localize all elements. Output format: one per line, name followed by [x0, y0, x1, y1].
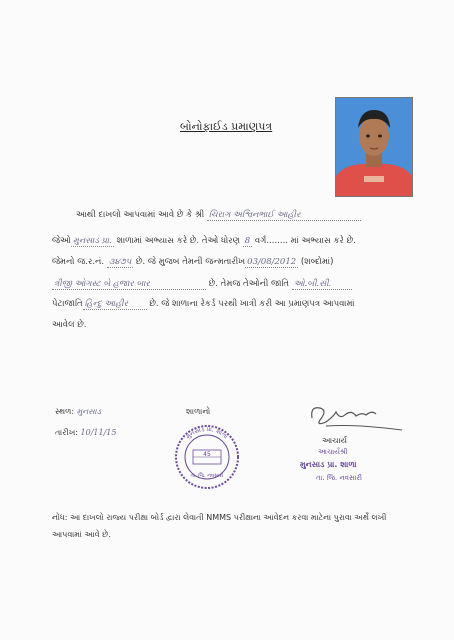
student-photo-image [336, 98, 412, 196]
school-stamp [173, 423, 241, 491]
principal-school: મુનસાડ પ્રા. શાળા [300, 460, 357, 469]
stamp-seal-icon [173, 423, 241, 491]
svg-text:મુનસાડ પ્રા. શાળા [185, 426, 230, 441]
date-row [55, 428, 116, 438]
standard-value: 8 [244, 236, 251, 246]
stamp-school-name: મુનસાડ પ્રા. શાળા [184, 425, 230, 441]
principal-district: તા. જિ. નવસારી [316, 474, 363, 482]
signature-icon [306, 400, 406, 434]
certificate-line-2 [52, 236, 417, 246]
stamp-subtext: તા. જિ. નવસારી [190, 473, 224, 479]
principal-signature [306, 400, 406, 434]
note-line-1: નોંધ: આ દાખલો રાજ્ય પરીક્ષા બોર્ડ દ્વારા લેવાતી NMMS પરીક્ષાના આવેદન કરવા માટેના પુરાવા અર્થે લખી [52, 513, 387, 522]
certificate-line-3 [52, 257, 417, 267]
student-name: ચિરાગ અશ્વિનભાઈ આહીર [207, 210, 361, 221]
note-line-2: આપવામાં આવે છે. [52, 530, 111, 539]
line3-mid: છે. જે મુજબ તેમની જન્મતારીખ [135, 257, 246, 267]
line2-post: વર્ગ........ માં અભ્યાસ કરે છે. [254, 236, 356, 246]
line2-pre: જેઓ [52, 236, 71, 246]
certificate-line-5 [52, 299, 417, 310]
certificate-line-4 [52, 279, 417, 290]
place-row [55, 407, 101, 417]
line3-post: (શબ્દોમાં) [300, 257, 334, 267]
principal-label: આચાર્ય [322, 436, 348, 445]
principal-title: આચાર્યશ્રી [318, 448, 348, 456]
line2-mid: શાળામાં અભ્યાસ કરે છે. તેઓ ધોરણ [116, 236, 241, 246]
certificate-line-1 [76, 210, 441, 221]
stamp-date: 45 [203, 451, 211, 458]
date-label: તારીખ: [55, 428, 78, 437]
place-value: મુનસાડ [76, 407, 102, 416]
line5-post: છે. જે શાળાના રેકર્ડ પરથી ખાત્રી કરી આ પ્રમાણપત્ર આપવામાં [149, 299, 355, 309]
student-photo [335, 97, 413, 197]
school-name: મુનસાડ પ્રા. [72, 236, 112, 246]
certificate-line-6: આવેલ છે. [52, 320, 87, 330]
line3-pre: જેમનો જ.ર.નં. [52, 257, 105, 267]
birth-date: 03/08/2012 [247, 257, 297, 267]
subcaste-value: હિન્દુ આહીર [83, 299, 147, 310]
date-value: 10/11/15 [80, 428, 117, 437]
birth-date-words: ત્રીજી ઓગસ્ટ બે હજાર બાર [52, 279, 206, 290]
line5-pre: પેટાજાતિ [52, 299, 83, 309]
line4-mid: છે. તેમજ તેઓની જાતિ [208, 279, 290, 289]
register-number: ૩૪૭૫ [108, 257, 132, 267]
caste-value: ઓ.બી.સી. [292, 279, 352, 290]
line1-text: આથી દાખલો આપવામાં આવે છે કે શ્રી [76, 210, 205, 220]
stamp-label: શાળાનો [186, 407, 211, 416]
place-label: સ્થળ: [55, 407, 75, 416]
certificate-title: બોનોફાઈડ પ્રમાણપત્ર [180, 120, 273, 133]
